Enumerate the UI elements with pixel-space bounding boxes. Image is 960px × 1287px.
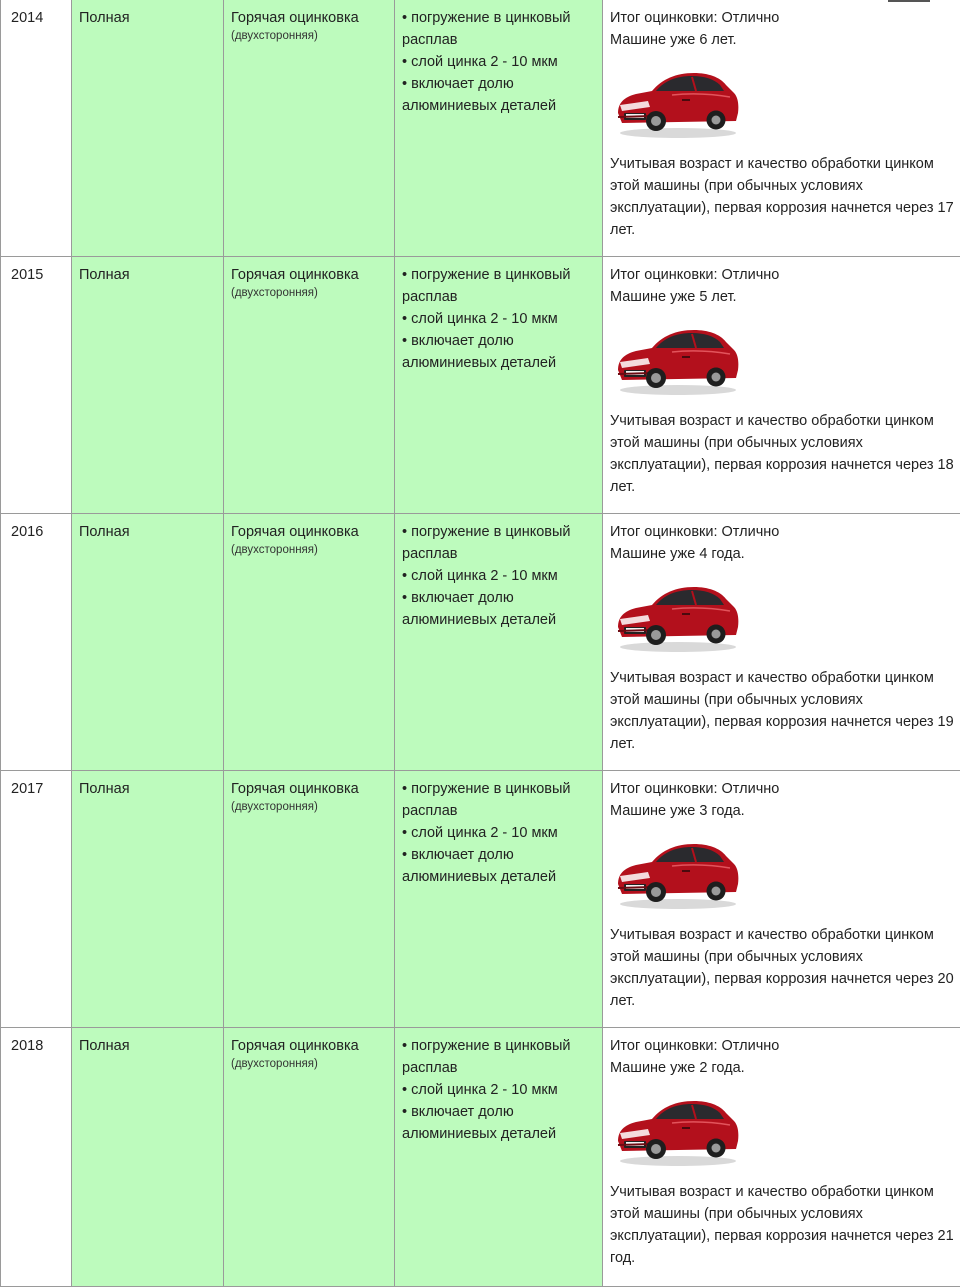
detail-item: • слой цинка 2 - 10 мкм xyxy=(402,825,558,841)
car-image xyxy=(612,318,742,396)
coverage-cell xyxy=(72,257,224,513)
coverage-cell xyxy=(72,0,224,256)
detail-item: • погружение в цинковый расплав xyxy=(402,267,571,305)
result-text: Учитывая возраст и качество обработки цинком этой машины (при обычных условиях эксплуатации), первая коррозия начнется через 17 лет. xyxy=(610,156,954,238)
table-row xyxy=(1,514,960,771)
detail-item: • погружение в цинковый расплав xyxy=(402,10,571,48)
detail-item: • слой цинка 2 - 10 мкм xyxy=(402,568,558,584)
coverage-value: Полная xyxy=(79,1038,130,1054)
car-image xyxy=(612,61,742,139)
year-cell xyxy=(1,514,72,770)
method-value: Горячая оцинковка xyxy=(231,267,359,283)
method-value: Горячая оцинковка xyxy=(231,1038,359,1054)
detail-item: • включает долю алюминиевых деталей xyxy=(402,590,557,628)
table-row xyxy=(1,257,960,514)
table-row xyxy=(1,1028,960,1287)
method-value: Горячая оцинковка xyxy=(231,10,359,26)
result-age: Машине уже 5 лет. xyxy=(610,289,737,305)
coverage-value: Полная xyxy=(79,267,130,283)
detail-item: • слой цинка 2 - 10 мкм xyxy=(402,1082,558,1098)
top-edge-mark xyxy=(888,0,930,2)
result-text: Учитывая возраст и качество обработки цинком этой машины (при обычных условиях эксплуатации), первая коррозия начнется через 20 лет. xyxy=(610,927,954,1009)
coverage-cell xyxy=(72,771,224,1027)
coverage-value: Полная xyxy=(79,10,130,26)
result-title: Итог оцинковки: Отлично xyxy=(610,267,780,283)
result-cell xyxy=(603,771,960,1027)
year-cell xyxy=(1,1028,72,1286)
details-cell xyxy=(395,771,603,1027)
result-title: Итог оцинковки: Отлично xyxy=(610,10,780,26)
method-note: (двухсторонняя) xyxy=(231,287,318,299)
result-text: Учитывая возраст и качество обработки цинком этой машины (при обычных условиях эксплуатации), первая коррозия начнется через 19 лет. xyxy=(610,670,954,752)
year-value: 2014 xyxy=(11,10,44,26)
details-cell xyxy=(395,514,603,770)
details-cell xyxy=(395,1028,603,1286)
coverage-cell xyxy=(72,1028,224,1286)
result-title: Итог оцинковки: Отлично xyxy=(610,781,780,797)
details-cell xyxy=(395,257,603,513)
method-value: Горячая оцинковка xyxy=(231,524,359,540)
year-cell xyxy=(1,257,72,513)
detail-item: • включает долю алюминиевых деталей xyxy=(402,76,557,114)
detail-item: • включает долю алюминиевых деталей xyxy=(402,1104,557,1142)
method-cell xyxy=(224,1028,395,1286)
table-row xyxy=(1,771,960,1028)
result-text: Учитывая возраст и качество обработки цинком этой машины (при обычных условиях эксплуатации), первая коррозия начнется через 18 лет. xyxy=(610,413,954,495)
year-value: 2016 xyxy=(11,524,44,540)
method-value: Горячая оцинковка xyxy=(231,781,359,797)
car-image xyxy=(612,575,742,653)
method-note: (двухсторонняя) xyxy=(231,801,318,813)
car-image xyxy=(612,832,742,910)
year-value: 2017 xyxy=(11,781,44,797)
year-value: 2015 xyxy=(11,267,44,283)
result-cell xyxy=(603,257,960,513)
detail-item: • включает долю алюминиевых деталей xyxy=(402,333,557,371)
result-cell xyxy=(603,0,960,256)
method-cell xyxy=(224,0,395,256)
car-image xyxy=(612,1089,742,1167)
method-note: (двухсторонняя) xyxy=(231,544,318,556)
method-cell xyxy=(224,257,395,513)
detail-item: • погружение в цинковый расплав xyxy=(402,1038,571,1076)
result-title: Итог оцинковки: Отлично xyxy=(610,1038,780,1054)
year-cell xyxy=(1,0,72,256)
result-age: Машине уже 3 года. xyxy=(610,803,745,819)
year-value: 2018 xyxy=(11,1038,44,1054)
coverage-value: Полная xyxy=(79,524,130,540)
details-cell xyxy=(395,0,603,256)
detail-item: • погружение в цинковый расплав xyxy=(402,781,571,819)
result-cell xyxy=(603,1028,960,1286)
method-cell xyxy=(224,771,395,1027)
detail-item: • погружение в цинковый расплав xyxy=(402,524,571,562)
result-age: Машине уже 4 года. xyxy=(610,546,745,562)
result-age: Машине уже 2 года. xyxy=(610,1060,745,1076)
detail-item: • слой цинка 2 - 10 мкм xyxy=(402,54,558,70)
result-age: Машине уже 6 лет. xyxy=(610,32,737,48)
coverage-cell xyxy=(72,514,224,770)
result-title: Итог оцинковки: Отлично xyxy=(610,524,780,540)
year-cell xyxy=(1,771,72,1027)
detail-item: • слой цинка 2 - 10 мкм xyxy=(402,311,558,327)
coverage-value: Полная xyxy=(79,781,130,797)
detail-item: • включает долю алюминиевых деталей xyxy=(402,847,557,885)
result-cell xyxy=(603,514,960,770)
method-note: (двухсторонняя) xyxy=(231,1058,318,1070)
result-text: Учитывая возраст и качество обработки цинком этой машины (при обычных условиях эксплуатации), первая коррозия начнется через 21 год. xyxy=(610,1184,954,1266)
table-row xyxy=(1,0,960,257)
method-cell xyxy=(224,514,395,770)
method-note: (двухсторонняя) xyxy=(231,30,318,42)
